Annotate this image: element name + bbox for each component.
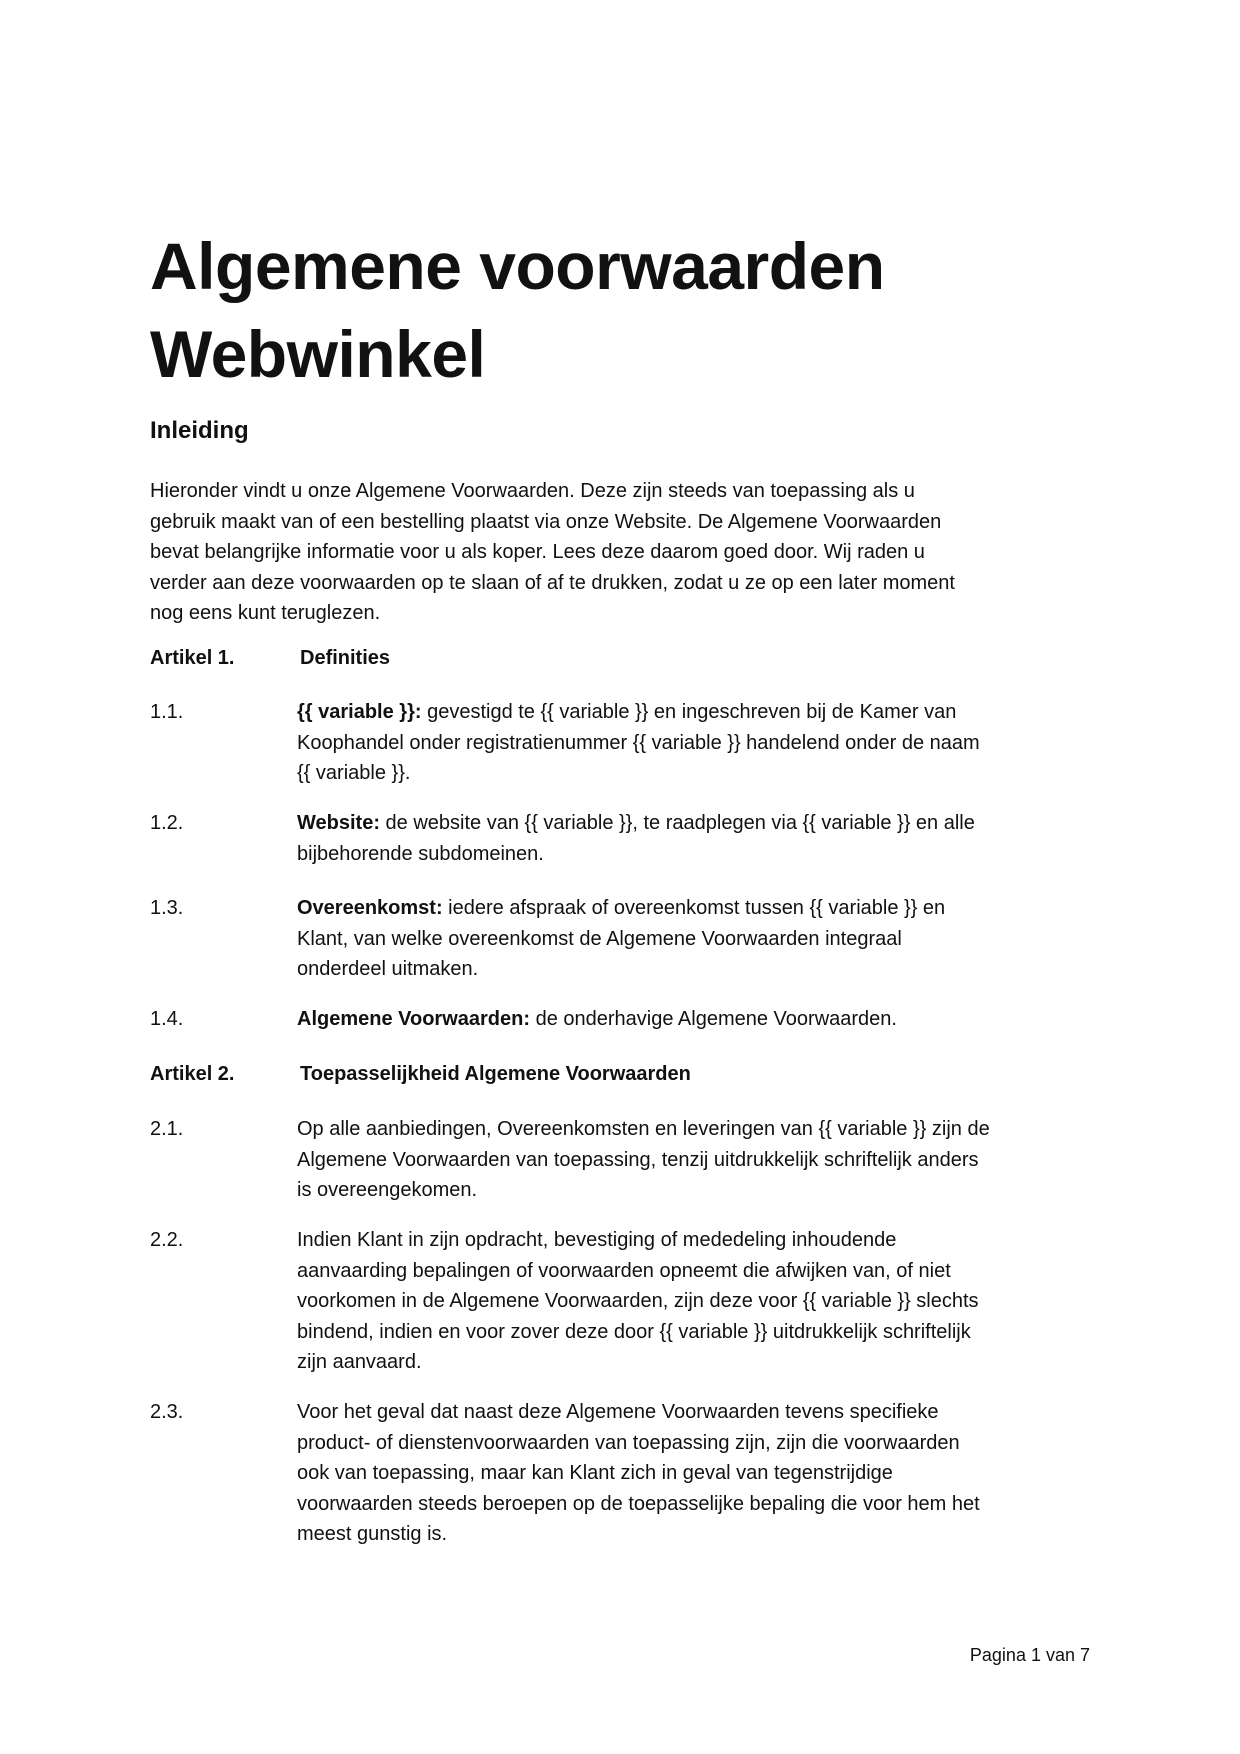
clause-number: 2.3. (150, 1401, 184, 1423)
clause-term: Website: (297, 812, 380, 834)
clause-line: de onderhavige Algemene Voorwaarden. (530, 1008, 897, 1030)
clause-term: {{ variable }}: (297, 701, 422, 723)
clause-line: Klant, van welke overeenkomst de Algemene Voorwaarden integraal (297, 927, 902, 950)
intro-heading: Inleiding (150, 417, 249, 444)
clause-text (297, 1225, 1107, 1378)
clause-line: de website van {{ variable }}, te raadplegen via {{ variable }} en alle (379, 812, 975, 834)
article-heading (150, 643, 1100, 675)
clause-text (297, 1397, 1107, 1550)
clause-text (297, 1114, 1107, 1206)
intro-line: gebruik maakt van of een bestelling plaatst via onze Website. De Algemene Voorwaarden (150, 510, 942, 533)
clause-text (297, 1004, 1107, 1035)
clause-line: iedere afspraak of overeenkomst tussen {{ variable }} en (442, 897, 946, 919)
clause-line: Koophandel onder registratienummer {{ variable }} handelend onder de naam (297, 731, 980, 754)
title-line: Webwinkel (150, 317, 486, 391)
clause-line: meest gunstig is. (297, 1523, 448, 1545)
intro-line: Hieronder vindt u onze Algemene Voorwaarden. Deze zijn steeds van toepassing als u (150, 480, 915, 502)
article-number: Artikel 2. (150, 1063, 235, 1085)
clause-text (297, 697, 1107, 789)
title-line: Algemene voorwaarden (150, 229, 885, 303)
clause-number: 1.2. (150, 812, 184, 834)
clause-line: ook van toepassing, maar kan Klant zich in geval van tegenstrijdige (297, 1462, 893, 1484)
intro-line: bevat belangrijke informatie voor u als koper. Lees deze daarom goed door. Wij raden u (150, 541, 925, 563)
clause-line: Voor het geval dat naast deze Algemene Voorwaarden tevens specifieke (297, 1401, 939, 1423)
clause-line: onderdeel uitmaken. (297, 958, 479, 980)
clause-line: gevestigd te {{ variable }} en ingeschreven bij de Kamer van (421, 701, 957, 723)
clause-term: Overeenkomst: (297, 897, 443, 919)
clause-line: Indien Klant in zijn opdracht, bevestiging of mededeling inhoudende (297, 1229, 897, 1251)
clause-line: bindend, indien en voor zover deze door {{ variable }} uitdrukkelijk schriftelijk (297, 1320, 971, 1343)
clause-line: voorkomen in de Algemene Voorwaarden, zijn deze voor {{ variable }} slechts (297, 1290, 979, 1312)
document-title (150, 222, 1110, 398)
clause-line: {{ variable }}. (297, 762, 411, 784)
intro-line: verder aan deze voorwaarden op te slaan of af te drukken, zodat u ze op een later moment (150, 571, 955, 594)
clause-number: 1.4. (150, 1008, 184, 1030)
clause-line: Op alle aanbiedingen, Overeenkomsten en leveringen van {{ variable }} zijn de (297, 1118, 990, 1140)
clause-number: 2.1. (150, 1118, 184, 1140)
article-title: Definities (300, 647, 391, 669)
clause-line: is overeengekomen. (297, 1179, 478, 1201)
intro-paragraph (150, 476, 1090, 629)
clause-line: product- of dienstenvoorwaarden van toepassing zijn, zijn die voorwaarden (297, 1431, 960, 1454)
clause-line: zijn aanvaard. (297, 1351, 422, 1373)
clause-number: 1.1. (150, 701, 184, 723)
page-number-footer: Pagina 1 van 7 (969, 1645, 1090, 1665)
article-heading (150, 1059, 1100, 1091)
clause-number: 2.2. (150, 1229, 184, 1251)
clause-line: voorwaarden steeds beroepen op de toepasselijke bepaling die voor hem het (297, 1492, 980, 1515)
clause-line: bijbehorende subdomeinen. (297, 842, 544, 865)
clause-text (297, 893, 1107, 985)
clause-term: Algemene Voorwaarden: (297, 1008, 531, 1030)
clause-number: 1.3. (150, 897, 184, 919)
clause-line: aanvaarding bepalingen of voorwaarden opneemt die afwijken van, of niet (297, 1259, 951, 1282)
article-number: Artikel 1. (150, 647, 235, 669)
clause-text (297, 808, 1107, 869)
intro-line: nog eens kunt teruglezen. (150, 602, 381, 624)
clause-line: Algemene Voorwaarden van toepassing, tenzij uitdrukkelijk schriftelijk anders (297, 1148, 979, 1171)
article-title: Toepasselijkheid Algemene Voorwaarden (300, 1063, 691, 1085)
